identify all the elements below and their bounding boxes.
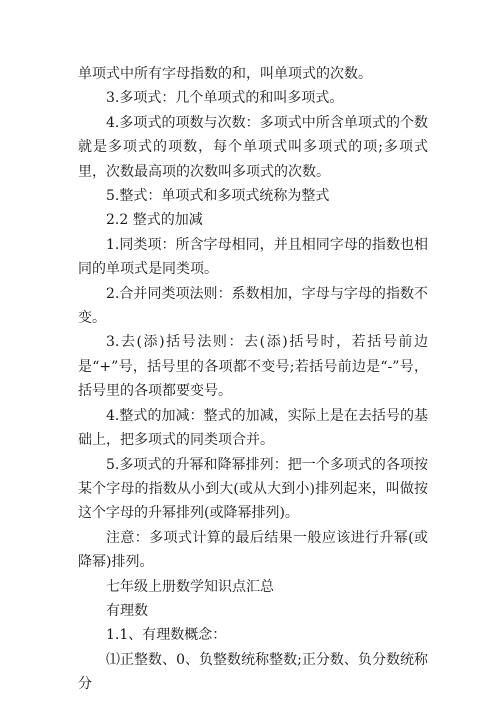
paragraph-combining-like-terms: 2.合并同类项法则：系数相加，字母与字母的指数不变。: [78, 285, 428, 327]
paragraph-polynomial-definition: 3.多项式：几个单项式的和叫多项式。: [106, 90, 344, 107]
paragraph-expression-addition: 4.整式的加减：整式的加减，实际上是在去括号的基础上，把多项式的同类项合并。: [78, 407, 428, 449]
paragraph-rational-concept: 1.1、有理数概念：: [106, 627, 227, 644]
paragraph-like-terms: 1.同类项：所含字母相同，并且相同字母的指数也相同的单项式是同类项。: [78, 236, 428, 278]
section-heading-grade7-summary: 七年级上册数学知识点汇总: [106, 578, 274, 595]
paragraph-integers-fractions: ⑴正整数、0、负整数统称整数;正分数、负分数统称分: [78, 651, 428, 693]
paragraph-monomial-degree: 单项式中所有字母指数的和，叫单项式的次数。: [78, 66, 372, 82]
paragraph-power-ordering: 5.多项式的升幂和降幂排列：把一个多项式的各项按某个字母的指数从小到大(或从大到小)排列起来，叫做按这个字母的升幂排列(或降幂排列)。: [78, 456, 428, 522]
section-heading-addition-subtraction: 2.2 整式的加减: [106, 212, 203, 229]
paragraph-polynomial-terms-degree: 4.多项式的项数与次数：多项式中所含单项式的个数就是多项式的项数，每个单项式叫多项式的项;多项式里，次数最高项的次数叫多项式的次数。: [78, 114, 428, 180]
paragraph-note: 注意：多项式计算的最后结果一般应该进行升幂(或降幂)排列。: [78, 529, 428, 571]
paragraph-integral-expression: 5.整式：单项式和多项式统称为整式: [106, 188, 330, 205]
document-page: [78, 62, 428, 697]
section-heading-rational-numbers: 有理数: [106, 602, 148, 619]
paragraph-bracket-rule: 3.去(添)括号法则：去(添)括号时，若括号前边是“+”号，括号里的各项都不变号;若括号前边是“-”号，括号里的各项都要变号。: [78, 334, 428, 400]
